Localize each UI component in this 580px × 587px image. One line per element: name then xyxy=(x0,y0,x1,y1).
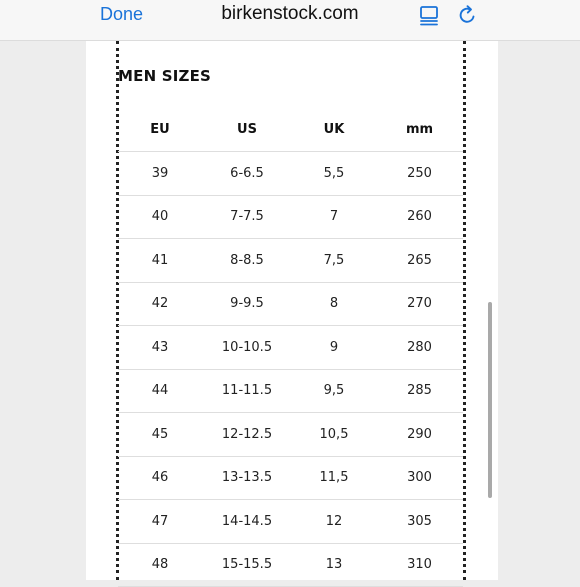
table-row xyxy=(118,195,463,239)
table-row xyxy=(118,326,463,370)
dotted-border-right xyxy=(463,41,466,580)
cell-us: 12-12.5 xyxy=(202,413,292,457)
cell-mm: 270 xyxy=(376,282,463,326)
done-button[interactable]: Done xyxy=(100,4,144,24)
header-eu: EU xyxy=(118,107,202,152)
cell-eu: 44 xyxy=(118,369,202,413)
header-uk: UK xyxy=(292,107,376,152)
cell-mm: 250 xyxy=(376,152,463,196)
cell-uk: 9 xyxy=(292,326,376,370)
table-body xyxy=(118,152,463,587)
cell-mm: 290 xyxy=(376,413,463,457)
cell-uk: 8 xyxy=(292,282,376,326)
cell-us: 9-9.5 xyxy=(202,282,292,326)
cell-mm: 265 xyxy=(376,239,463,283)
header-us: US xyxy=(202,107,292,152)
cell-us: 14-14.5 xyxy=(202,500,292,544)
cell-us: 6-6.5 xyxy=(202,152,292,196)
table-row xyxy=(118,369,463,413)
table-row xyxy=(118,152,463,196)
table-row xyxy=(118,413,463,457)
cell-uk: 13 xyxy=(292,543,376,587)
cell-us: 8-8.5 xyxy=(202,239,292,283)
cell-uk: 7 xyxy=(292,195,376,239)
cell-uk: 12 xyxy=(292,500,376,544)
cell-mm: 285 xyxy=(376,369,463,413)
cell-mm: 300 xyxy=(376,456,463,500)
cell-us: 13-13.5 xyxy=(202,456,292,500)
cell-eu: 41 xyxy=(118,239,202,283)
url-label[interactable]: birkenstock.com xyxy=(221,3,359,24)
cell-eu: 47 xyxy=(118,500,202,544)
cell-us: 10-10.5 xyxy=(202,326,292,370)
scrollbar[interactable] xyxy=(488,302,492,498)
cell-us: 15-15.5 xyxy=(202,543,292,587)
cell-uk: 7,5 xyxy=(292,239,376,283)
cell-uk: 5,5 xyxy=(292,152,376,196)
cell-mm: 305 xyxy=(376,500,463,544)
cell-mm: 260 xyxy=(376,195,463,239)
reload-icon[interactable] xyxy=(456,4,478,26)
header-mm: mm xyxy=(376,107,463,152)
cell-eu: 43 xyxy=(118,326,202,370)
table-row xyxy=(118,500,463,544)
cell-uk: 9,5 xyxy=(292,369,376,413)
cell-us: 7-7.5 xyxy=(202,195,292,239)
cell-uk: 10,5 xyxy=(292,413,376,457)
cell-eu: 40 xyxy=(118,195,202,239)
reader-mode-icon[interactable] xyxy=(418,4,440,26)
cell-mm: 310 xyxy=(376,543,463,587)
table-header-row xyxy=(118,107,463,152)
cell-eu: 42 xyxy=(118,282,202,326)
section-title: MEN SIZES xyxy=(118,67,212,85)
cell-eu: 39 xyxy=(118,152,202,196)
cell-eu: 45 xyxy=(118,413,202,457)
browser-toolbar xyxy=(0,0,580,41)
table-row xyxy=(118,239,463,283)
table-row xyxy=(118,456,463,500)
cell-eu: 48 xyxy=(118,543,202,587)
size-table xyxy=(118,107,463,587)
table-row xyxy=(118,282,463,326)
cell-us: 11-11.5 xyxy=(202,369,292,413)
cell-mm: 280 xyxy=(376,326,463,370)
cell-eu: 46 xyxy=(118,456,202,500)
cell-uk: 11,5 xyxy=(292,456,376,500)
